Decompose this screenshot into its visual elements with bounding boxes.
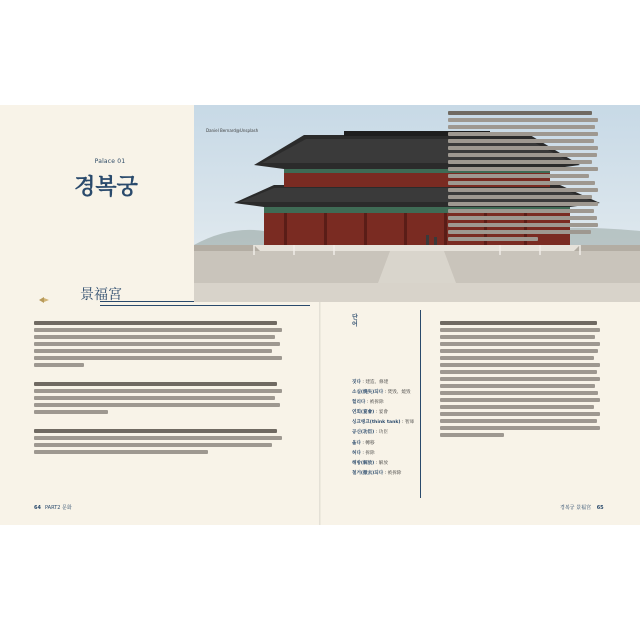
text-line [34,356,282,360]
glossary-def: 被拆除 [387,470,402,476]
glossary-item: 공신(功臣) : 功臣 [352,430,388,436]
text-line [448,160,592,164]
text-line [440,321,597,325]
text-line [448,181,595,185]
text-line [448,223,598,227]
right-body-text-top [448,108,598,304]
text-line [440,398,600,402]
text-line [440,328,600,332]
text-line [440,342,600,346]
glossary-item: 짓다 : 建造、修建 [352,380,389,385]
text-line [34,349,272,353]
text-line [448,230,591,234]
stylized-bird-icon [38,296,50,304]
photo-credit: Daniel Bernard@Unsplash [206,128,259,133]
text-line [34,363,84,367]
text-line [34,403,280,407]
glossary-def: 焚毀、燒毀 [387,390,411,396]
text-line [448,111,592,115]
glossary-def: 宴會 [378,410,388,416]
page-number-right: 65 [596,505,604,511]
glossary-def: 智庫 [405,420,415,426]
text-line [34,443,272,447]
text-line [34,382,277,386]
glossary-list [352,378,418,479]
glossary-def: 建造、修建 [365,380,389,385]
text-line [440,391,598,395]
text-line [34,429,277,433]
glossary-term: 옮다 [352,440,361,446]
text-line [34,328,282,332]
glossary-def: 轉移 [365,440,375,446]
text-line [440,356,594,360]
footer-right [560,504,604,511]
glossary-term: 해방(解放) [352,460,375,466]
glossary-item: 싱크탱크(think tank) : 智庫 [352,420,415,426]
text-line [448,188,598,192]
text-line [448,167,598,171]
text-line [34,389,282,393]
glossary-item: 철거(撤去)되다 : 被拆除 [352,470,402,476]
text-line [448,209,594,213]
text-line [440,363,600,367]
text-line [440,426,600,430]
glossary-def: 功臣 [378,430,388,436]
text-line [34,335,275,339]
glossary-term: 싱크탱크(think tank) [352,420,401,426]
text-line [448,132,598,136]
glossary-item: 헐리다 : 被拆除 [352,400,384,406]
text-line [34,342,280,346]
glossary-term: 짓다 [352,380,361,385]
section-label-right: 경복궁 景福宮 [560,505,592,511]
left-body-text [34,318,282,500]
text-line [448,195,592,199]
text-line [440,419,597,423]
text-line [448,202,598,206]
right-body-text-bottom [440,318,600,500]
glossary-def: 解放 [378,460,388,466]
glossary-term: 허다 [352,450,361,456]
text-line [34,410,108,414]
text-line [440,412,600,416]
glossary-label: 단어 [352,314,358,328]
text-line [440,433,504,437]
text-line [448,118,598,122]
text-line [448,125,595,129]
page-number-left: 64 [34,505,41,511]
text-line [34,396,275,400]
glossary-term: 헐리다 [352,400,366,406]
glossary-term: 철거(撤去)되다 [352,470,384,476]
text-line [448,146,598,150]
text-line [440,370,597,374]
glossary-item: 연회(宴會) : 宴會 [352,410,388,416]
glossary-def: 拆除 [365,450,375,456]
glossary-item: 소실(燒失)되다 : 焚毀、燒毀 [352,390,411,396]
text-line [440,384,595,388]
text-line [448,216,597,220]
text-line [440,349,598,353]
glossary-term: 연회(宴會) [352,410,375,416]
glossary-def: 被拆除 [369,400,384,406]
palace-kicker: Palace 01 [94,158,126,165]
footer-left [34,504,72,511]
text-line [34,321,277,325]
glossary-term: 소실(燒失)되다 [352,390,384,396]
glossary-item: 해방(解放) : 解放 [352,460,388,466]
page-title: 경복궁 [74,174,138,200]
glossary-term: 공신(功臣) [352,430,375,436]
text-line [448,139,594,143]
glossary-item: 옮다 : 轉移 [352,440,375,446]
text-line [34,436,282,440]
glossary-item: 허다 : 拆除 [352,450,375,456]
text-line [440,377,600,381]
text-line [440,335,595,339]
text-line [448,237,538,241]
page-title-hanja: 景福宮 [80,287,122,303]
text-line [448,174,589,178]
section-label-left: PART2 문화 [44,505,72,511]
text-line [440,405,594,409]
text-line [34,450,208,454]
text-line [448,153,597,157]
